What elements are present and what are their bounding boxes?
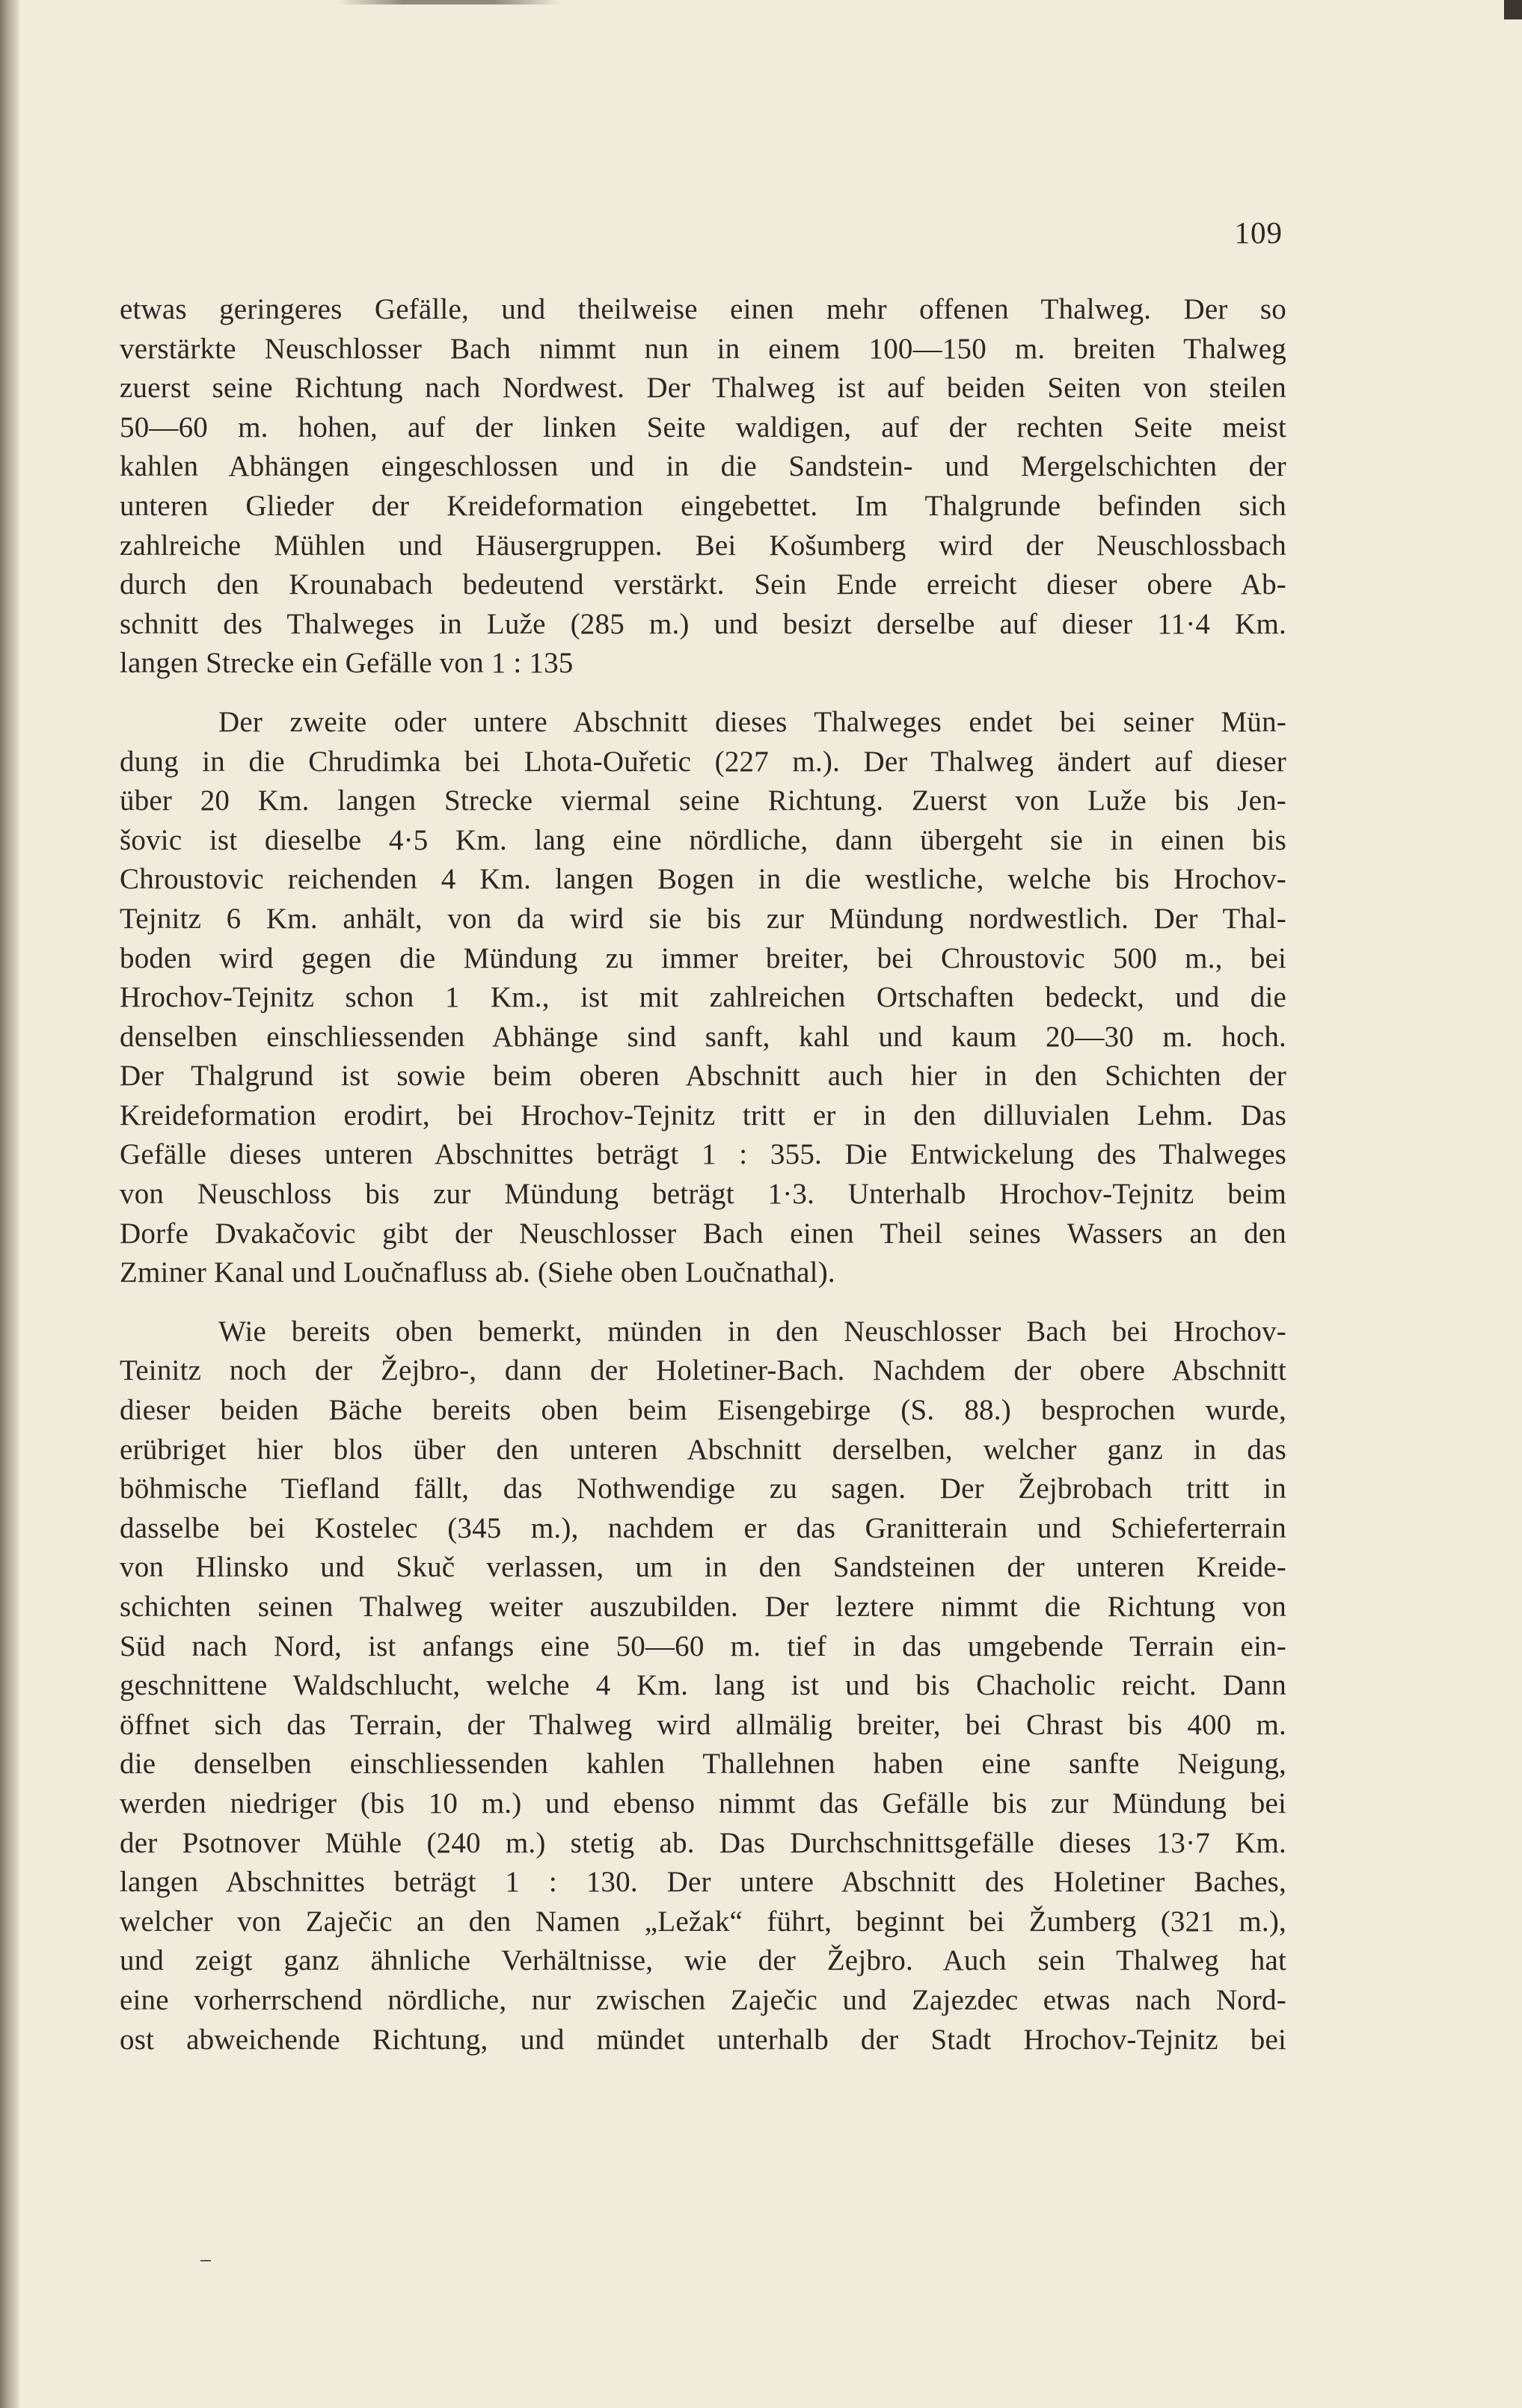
scan-edge-mark — [337, 0, 561, 4]
text-line: werden niedriger (bis 10 m.) und ebenso nimmt das Gefälle bis zur Mündung bei — [120, 1787, 1286, 1819]
margin-dash-mark — [200, 2260, 211, 2261]
text-line: Hrochov-Tejnitz schon 1 Km., ist mit zahlreichen Ortschaften bedeckt, und die — [120, 981, 1286, 1014]
text-line: Kreideformation erodirt, bei Hrochov-Tejnitz tritt er in den dilluvialen Lehm. Das — [120, 1099, 1286, 1131]
text-line: Zminer Kanal und Loučnafluss ab. (Siehe oben Loučnathal). — [120, 1256, 835, 1289]
text-line: dung in die Chrudimka bei Lhota-Ouřetic (227 m.). Der Thalweg ändert auf dieser — [120, 745, 1286, 778]
text-line: etwas geringeres Gefälle, und theilweise einen mehr offenen Thalweg. Der so — [120, 293, 1286, 325]
text-line: kahlen Abhängen eingeschlossen und in die Sandstein- und Mergelschichten der — [120, 450, 1286, 483]
text-line: erübriget hier blos über den unteren Abschnitt derselben, welcher ganz in das — [120, 1433, 1286, 1466]
text-line: unteren Glieder der Kreideformation eingebettet. Im Thalgrunde befinden sich — [120, 489, 1286, 522]
text-line: schnitt des Thalweges in Luže (285 m.) und besizt derselbe auf dieser 11·4 Km. — [120, 607, 1286, 640]
text-line: welcher von Zaječic an den Namen „Ležak“ führt, beginnt bei Žumberg (321 m.), — [120, 1905, 1286, 1938]
text-line: verstärkte Neuschlosser Bach nimmt nun in einem 100—150 m. breiten Thalweg — [120, 332, 1286, 365]
text-line: Wie bereits oben bemerkt, münden in den Neuschlosser Bach bei Hrochov- — [218, 1315, 1286, 1348]
text-line: denselben einschliessenden Abhänge sind sanft, kahl und kaum 20—30 m. hoch. — [120, 1020, 1286, 1053]
text-line: Tejnitz 6 Km. anhält, von da wird sie bis zur Mündung nordwestlich. Der Thal- — [120, 902, 1286, 935]
paragraph-2 — [120, 703, 1286, 1293]
text-line: der Psotnover Mühle (240 m.) stetig ab. Das Durchschnittsgefälle dieses 13·7 Km. — [120, 1826, 1286, 1859]
text-line: die denselben einschliessenden kahlen Thallehnen haben eine sanfte Neigung, — [120, 1748, 1286, 1781]
body-text — [120, 290, 1286, 2060]
text-line: boden wird gegen die Mündung zu immer breiter, bei Chroustovic 500 m., bei — [120, 942, 1286, 974]
text-line: Gefälle dieses unteren Abschnittes beträgt 1 : 355. Die Entwickelung des Thalweges — [120, 1138, 1286, 1171]
text-line: dieser beiden Bäche bereits oben beim Eisengebirge (S. 88.) besprochen wurde, — [120, 1394, 1286, 1427]
paragraph-gap — [120, 1293, 1286, 1312]
corner-mark — [1504, 0, 1522, 19]
text-line: durch den Krounabach bedeutend verstärkt. Sein Ende erreicht dieser obere Ab- — [120, 568, 1286, 601]
text-line: eine vorherrschend nördliche, nur zwischen Zaječic und Zajezdec etwas nach Nord- — [120, 1983, 1286, 2016]
text-line: Dorfe Dvakačovic gibt der Neuschlosser Bach einen Theil seines Wassers an den — [120, 1217, 1286, 1250]
text-line: šovic ist dieselbe 4·5 Km. lang eine nördliche, dann übergeht sie in einen bis — [120, 823, 1286, 856]
text-line: Der zweite oder untere Abschnitt dieses Thalweges endet bei seiner Mün- — [218, 705, 1286, 738]
text-line: zahlreiche Mühlen und Häusergruppen. Bei Košumberg wird der Neuschlossbach — [120, 529, 1286, 562]
text-line: Teinitz noch der Žejbro-, dann der Holetiner-Bach. Nachdem der obere Abschnitt — [120, 1354, 1286, 1387]
paragraph-3 — [120, 1312, 1286, 2060]
text-line: von Neuschloss bis zur Mündung beträgt 1·3. Unterhalb Hrochov-Tejnitz beim — [120, 1178, 1286, 1211]
text-line: ost abweichende Richtung, und mündet unterhalb der Stadt Hrochov-Tejnitz bei — [120, 2023, 1286, 2056]
text-line: 50—60 m. hohen, auf der linken Seite waldigen, auf der rechten Seite meist — [120, 411, 1286, 443]
text-line: schichten seinen Thalweg weiter auszubilden. Der leztere nimmt die Richtung von — [120, 1591, 1286, 1623]
text-line: geschnittene Waldschlucht, welche 4 Km. lang ist und bis Chacholic reicht. Dann — [120, 1669, 1286, 1702]
text-line: und zeigt ganz ähnliche Verhältnisse, wie der Žejbro. Auch sein Thalweg hat — [120, 1944, 1286, 1977]
paragraph-gap — [120, 684, 1286, 703]
page-number: 109 — [1234, 215, 1283, 250]
text-line: langen Abschnittes beträgt 1 : 130. Der untere Abschnitt des Holetiner Baches, — [120, 1866, 1286, 1899]
text-line: von Hlinsko und Skuč verlassen, um in den Sandsteinen der unteren Kreide- — [120, 1551, 1286, 1584]
text-line: Süd nach Nord, ist anfangs eine 50—60 m. tief in das umgebende Terrain ein- — [120, 1630, 1286, 1662]
text-line: über 20 Km. langen Strecke viermal seine Richtung. Zuerst von Luže bis Jen- — [120, 784, 1286, 817]
paragraph-1 — [120, 290, 1286, 684]
text-line: böhmische Tiefland fällt, das Nothwendige zu sagen. Der Žejbrobach tritt in — [120, 1472, 1286, 1505]
text-line: langen Strecke ein Gefälle von 1 : 135 — [120, 647, 574, 680]
text-line: zuerst seine Richtung nach Nordwest. Der Thalweg ist auf beiden Seiten von steilen — [120, 372, 1286, 405]
text-line: Der Thalgrund ist sowie beim oberen Abschnitt auch hier in den Schichten der — [120, 1060, 1286, 1093]
text-line: dasselbe bei Kostelec (345 m.), nachdem er das Granitterain und Schieferterrain — [120, 1511, 1286, 1544]
text-line: Chroustovic reichenden 4 Km. langen Bogen in die westliche, welche bis Hrochov- — [120, 863, 1286, 896]
binding-shadow — [0, 0, 19, 2408]
text-line: öffnet sich das Terrain, der Thalweg wird allmälig breiter, bei Chrast bis 400 m. — [120, 1708, 1286, 1741]
